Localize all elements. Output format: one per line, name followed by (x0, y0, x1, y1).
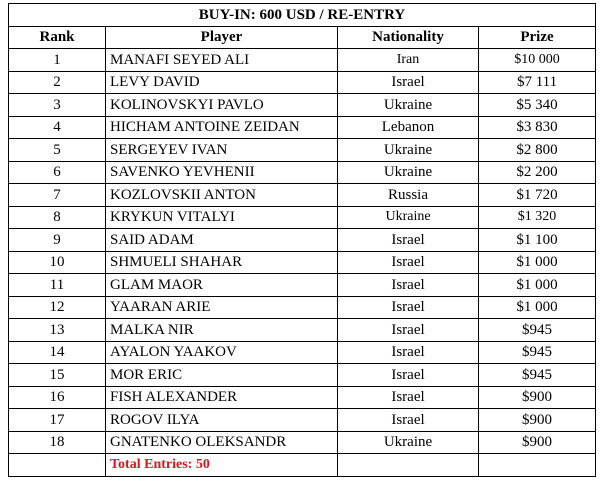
player-cell: YAARAN ARIE (106, 296, 338, 319)
nationality-cell: Israel (338, 341, 479, 364)
nationality-cell: Israel (338, 274, 479, 297)
nationality-cell: Ukraine (338, 161, 479, 184)
results-table (8, 3, 596, 477)
player-cell: GNATENKO OLEKSANDR (106, 431, 338, 454)
table-row (9, 274, 596, 297)
table-row (9, 229, 596, 252)
rank-cell: 4 (9, 116, 106, 139)
prize-cell: $7 111 (479, 71, 596, 94)
total-row-empty-prize (479, 454, 596, 477)
prize-cell: $10 000 (479, 49, 596, 72)
player-cell: MOR ERIC (106, 364, 338, 387)
nationality-cell: Israel (338, 71, 479, 94)
rank-cell: 8 (9, 206, 106, 229)
rank-cell: 5 (9, 139, 106, 162)
prize-cell: $5 340 (479, 94, 596, 117)
nationality-cell: Israel (338, 386, 479, 409)
nationality-cell: Ukraine (338, 206, 479, 229)
prize-cell: $945 (479, 364, 596, 387)
rank-cell: 2 (9, 71, 106, 94)
prize-cell: $900 (479, 409, 596, 432)
rank-cell: 10 (9, 251, 106, 274)
rank-cell: 18 (9, 431, 106, 454)
player-cell: GLAM MAOR (106, 274, 338, 297)
table-row (9, 409, 596, 432)
prize-cell: $2 200 (479, 161, 596, 184)
rank-cell: 6 (9, 161, 106, 184)
table-banner: BUY-IN: 600 USD / RE-ENTRY (9, 4, 596, 27)
rank-cell: 17 (9, 409, 106, 432)
header-player: Player (106, 26, 338, 49)
header-row (9, 26, 596, 49)
nationality-cell: Israel (338, 229, 479, 252)
nationality-cell: Israel (338, 251, 479, 274)
prize-cell: $900 (479, 386, 596, 409)
nationality-cell: Israel (338, 364, 479, 387)
player-cell: KOLINOVSKYI PAVLO (106, 94, 338, 117)
header-rank: Rank (9, 26, 106, 49)
total-entries: Total Entries: 50 (106, 454, 338, 477)
table-row (9, 206, 596, 229)
nationality-cell: Israel (338, 319, 479, 342)
nationality-cell: Lebanon (338, 116, 479, 139)
rank-cell: 12 (9, 296, 106, 319)
player-cell: HICHAM ANTOINE ZEIDAN (106, 116, 338, 139)
table-row (9, 71, 596, 94)
player-cell: SERGEYEV IVAN (106, 139, 338, 162)
player-cell: ROGOV ILYA (106, 409, 338, 432)
prize-cell: $3 830 (479, 116, 596, 139)
player-cell: MANAFI SEYED ALI (106, 49, 338, 72)
prize-cell: $1 000 (479, 274, 596, 297)
nationality-cell: Russia (338, 184, 479, 207)
rank-cell: 11 (9, 274, 106, 297)
table-row (9, 161, 596, 184)
table-row (9, 364, 596, 387)
table-row (9, 251, 596, 274)
rank-cell: 7 (9, 184, 106, 207)
player-cell: KRYKUN VITALYI (106, 206, 338, 229)
nationality-cell: Ukraine (338, 139, 479, 162)
table-row (9, 94, 596, 117)
total-row-empty-rank (9, 454, 106, 477)
prize-cell: $1 320 (479, 206, 596, 229)
table-row (9, 386, 596, 409)
player-cell: FISH ALEXANDER (106, 386, 338, 409)
nationality-cell: Ukraine (338, 431, 479, 454)
table-row (9, 49, 596, 72)
rank-cell: 16 (9, 386, 106, 409)
table-row (9, 184, 596, 207)
table-body (9, 49, 596, 454)
player-cell: LEVY DAVID (106, 71, 338, 94)
player-cell: SHMUELI SHAHAR (106, 251, 338, 274)
prize-cell: $1 000 (479, 251, 596, 274)
total-row (9, 454, 596, 477)
player-cell: SAID ADAM (106, 229, 338, 252)
table-row (9, 319, 596, 342)
prize-cell: $1 720 (479, 184, 596, 207)
prize-cell: $900 (479, 431, 596, 454)
nationality-cell: Israel (338, 296, 479, 319)
table-row (9, 431, 596, 454)
rank-cell: 14 (9, 341, 106, 364)
player-cell: SAVENKO YEVHENII (106, 161, 338, 184)
table-row (9, 296, 596, 319)
table-row (9, 139, 596, 162)
rank-cell: 9 (9, 229, 106, 252)
prize-cell: $1 000 (479, 296, 596, 319)
total-row-empty-nationality (338, 454, 479, 477)
rank-cell: 15 (9, 364, 106, 387)
player-cell: KOZLOVSKII ANTON (106, 184, 338, 207)
table-row (9, 341, 596, 364)
prize-cell: $2 800 (479, 139, 596, 162)
prize-cell: $1 100 (479, 229, 596, 252)
header-nationality: Nationality (338, 26, 479, 49)
prize-cell: $945 (479, 319, 596, 342)
player-cell: MALKA NIR (106, 319, 338, 342)
table-row (9, 116, 596, 139)
nationality-cell: Iran (338, 49, 479, 72)
rank-cell: 3 (9, 94, 106, 117)
nationality-cell: Israel (338, 409, 479, 432)
nationality-cell: Ukraine (338, 94, 479, 117)
banner-row (9, 4, 596, 27)
rank-cell: 1 (9, 49, 106, 72)
player-cell: AYALON YAAKOV (106, 341, 338, 364)
header-prize: Prize (479, 26, 596, 49)
prize-cell: $945 (479, 341, 596, 364)
rank-cell: 13 (9, 319, 106, 342)
